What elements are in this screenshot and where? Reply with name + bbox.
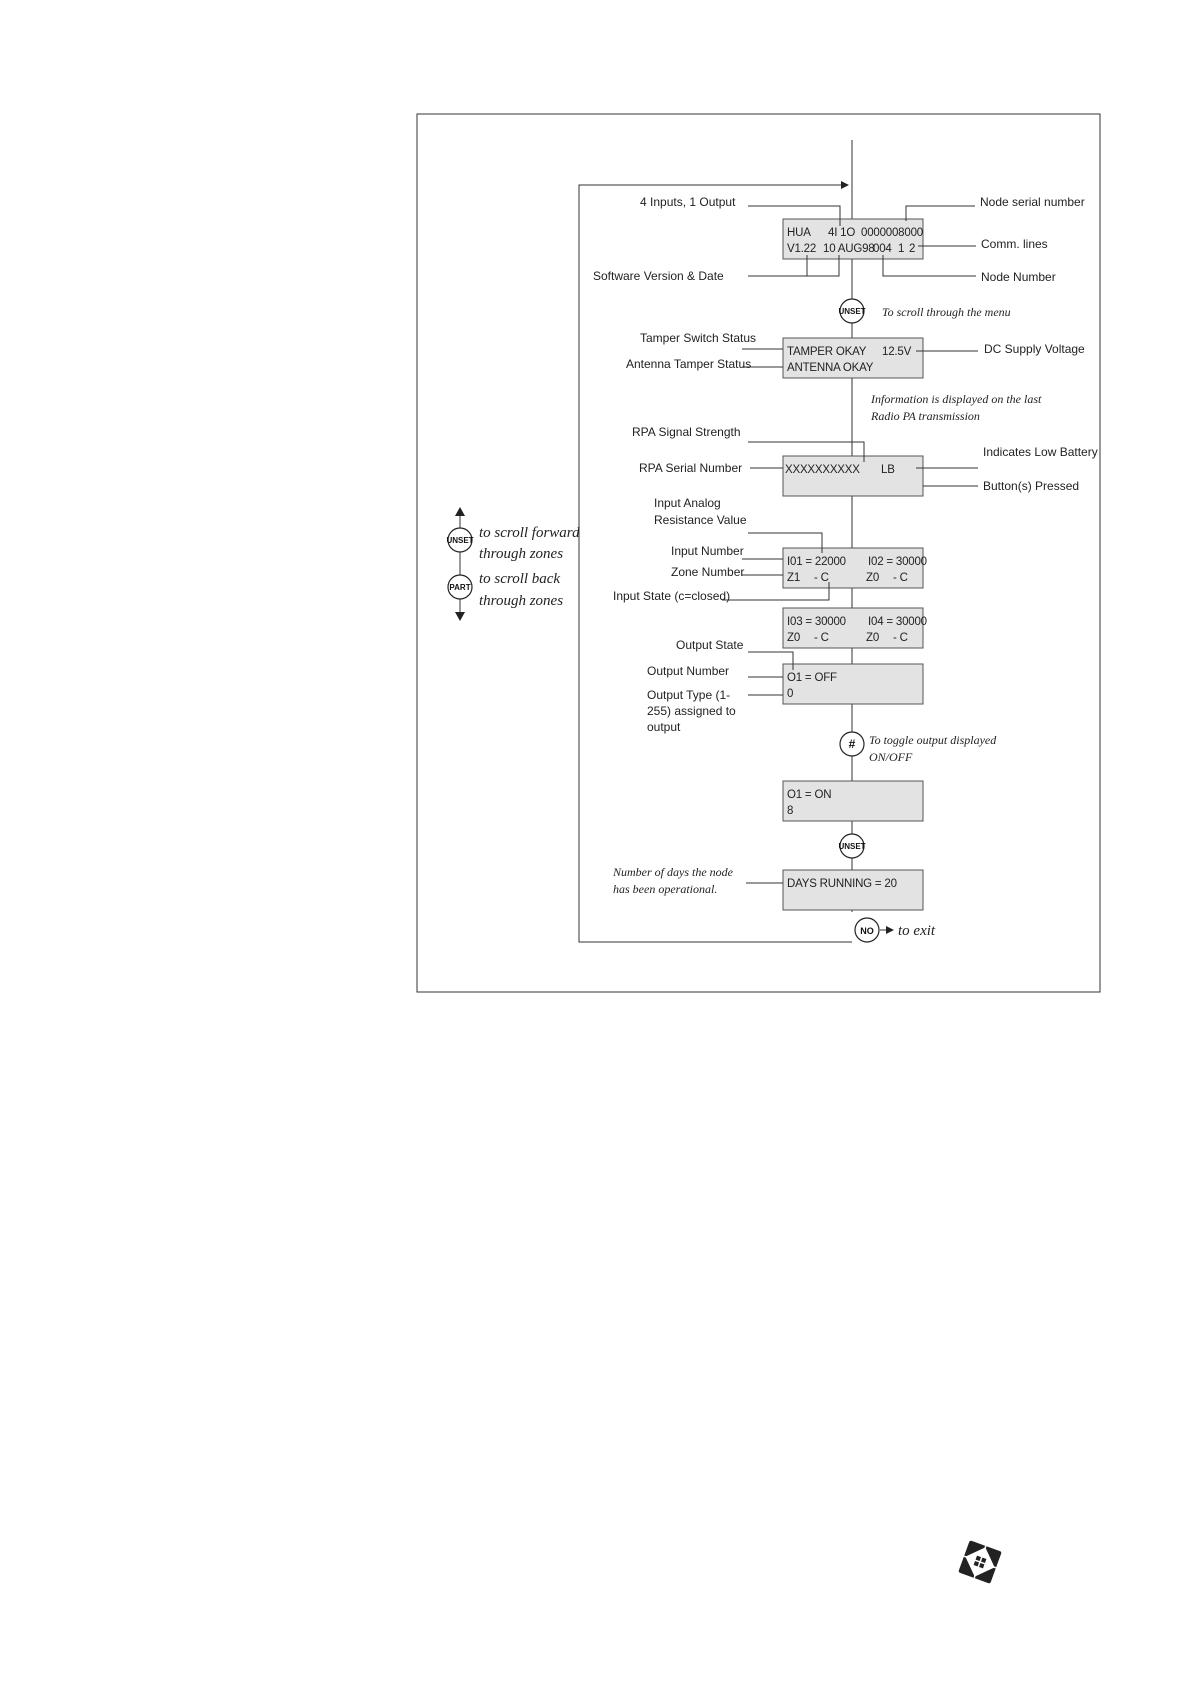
unset-button-label: UNSET <box>838 307 866 316</box>
lcd-text: I04 = 30000 <box>868 616 927 628</box>
lcd-text: 10 AUG98 <box>823 243 875 255</box>
lcd-text: I01 = 22000 <box>787 556 846 568</box>
label-output-type: Output Type (1- <box>647 688 731 702</box>
label-inputs-outputs: 4 Inputs, 1 Output <box>640 195 736 209</box>
note-exit: to exit <box>898 923 936 939</box>
label-input-number: Input Number <box>671 544 744 558</box>
legend-unset-label: UNSET <box>446 536 474 545</box>
lcd-text: - C <box>814 572 829 584</box>
lcd-text: 1 <box>898 243 905 255</box>
no-button-label: NO <box>860 926 874 936</box>
hash-button-label: # <box>848 737 856 751</box>
label-tamper-switch: Tamper Switch Status <box>640 331 757 345</box>
lcd-text: - C <box>893 572 908 584</box>
label-low-battery: Indicates Low Battery <box>983 445 1098 459</box>
note-days: Number of days the node <box>613 865 733 879</box>
note-radio-pa: Radio PA transmission <box>871 409 980 423</box>
note-scroll-back: through zones <box>479 593 564 609</box>
lcd-text: I02 = 30000 <box>868 556 927 568</box>
lcd-text: V1.22 <box>787 243 817 255</box>
lcd-text: Z0 <box>866 632 880 644</box>
lcd-text: LB <box>881 464 895 476</box>
label-input-state: Input State (c=closed) <box>613 589 731 603</box>
lcd-text: DAYS RUNNING = 20 <box>787 878 897 890</box>
note-scroll-back: to scroll back <box>479 571 561 587</box>
lcd-text: Z0 <box>787 632 801 644</box>
note-toggle: To toggle output displayed <box>869 733 997 747</box>
note-days: has been operational. <box>613 882 718 896</box>
label-output-number: Output Number <box>647 664 730 678</box>
label-input-analog: Resistance Value <box>654 513 747 527</box>
label-antenna-tamper: Antenna Tamper Status <box>626 357 752 371</box>
note-scroll-forward: to scroll forward <box>479 525 580 541</box>
lcd-text: - C <box>893 632 908 644</box>
lcd-text: Z0 <box>866 572 880 584</box>
lcd-text: TAMPER OKAY <box>787 346 867 358</box>
label-buttons-pressed: Button(s) Pressed <box>983 479 1080 493</box>
label-output-type: 255) assigned to <box>647 704 736 718</box>
legend-part-label: PART <box>449 583 471 592</box>
label-rpa-serial: RPA Serial Number <box>639 461 743 475</box>
lcd-text: HUA <box>787 227 811 239</box>
label-software-version: Software Version & Date <box>593 269 724 283</box>
lcd-output-on <box>783 781 923 821</box>
note-scroll-menu: To scroll through the menu <box>882 305 1011 319</box>
unset-button-label: UNSET <box>838 842 866 851</box>
lcd-text: 2 <box>909 243 916 255</box>
label-comm-lines: Comm. lines <box>981 237 1048 251</box>
arrow-down-icon <box>455 612 465 621</box>
arrow-up-icon <box>455 507 465 516</box>
lcd-days-running <box>783 870 923 910</box>
label-node-serial: Node serial number <box>980 195 1085 209</box>
label-output-type: output <box>647 720 681 734</box>
lcd-text: 12.5V <box>882 346 912 358</box>
label-dc-supply: DC Supply Voltage <box>984 342 1085 356</box>
lcd-text: 8 <box>787 805 794 817</box>
lcd-text: 0000008000 <box>861 227 923 239</box>
lcd-text: I03 = 30000 <box>787 616 846 628</box>
lcd-text: 004 <box>873 243 892 255</box>
company-logo-icon <box>958 1540 1002 1584</box>
lcd-text: O1 = OFF <box>787 672 837 684</box>
lcd-text: XXXXXXXXXX <box>785 464 860 476</box>
lcd-output-off <box>783 664 923 704</box>
label-output-state: Output State <box>676 638 744 652</box>
lcd-rpa <box>783 456 923 496</box>
note-radio-pa: Information is displayed on the last <box>871 392 1042 406</box>
lcd-text: 4I 1O <box>828 227 856 239</box>
label-rpa-signal: RPA Signal Strength <box>632 425 741 439</box>
label-input-analog: Input Analog <box>654 496 721 510</box>
note-toggle: ON/OFF <box>869 750 913 764</box>
lcd-text: 0 <box>787 688 794 700</box>
lcd-text: Z1 <box>787 572 801 584</box>
label-zone-number: Zone Number <box>671 565 745 579</box>
note-scroll-forward: through zones <box>479 546 564 562</box>
lcd-text: - C <box>814 632 829 644</box>
label-node-number: Node Number <box>981 270 1056 284</box>
lcd-text: O1 = ON <box>787 789 832 801</box>
lcd-text: ANTENNA OKAY <box>787 362 874 374</box>
